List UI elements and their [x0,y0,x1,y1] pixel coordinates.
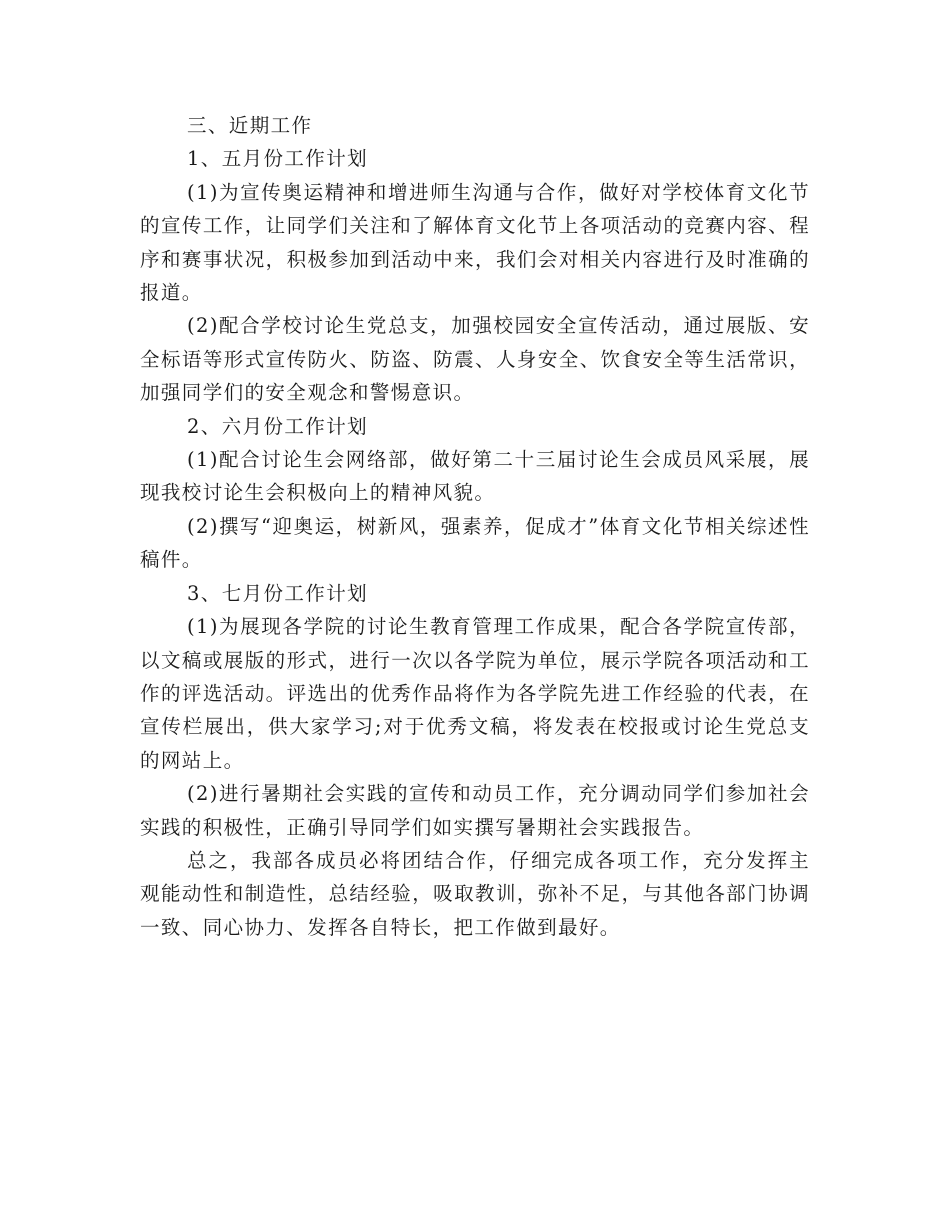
paragraph-june-item-1: (1)配合讨论生会网络部，做好第二十三届讨论生会成员风采展，展现我校讨论生会积极向上的精神风貌。 [140,448,810,505]
paragraph-may-item-1: (1)为宣传奥运精神和增进师生沟通与合作，做好对学校体育文化节的宣传工作，让同学们关注和了解体育文化节上各项活动的竞赛内容、程序和赛事状况，积极参加到活动中来，我们会对相关内容进行及时准确的报道。 [140,180,810,305]
paragraph-july-item-2: (2)进行暑期社会实践的宣传和动员工作，充分调动同学们参加社会实践的积极性，正确引导同学们如实撰写暑期社会实践报告。 [140,782,810,839]
subsection-heading-june: 2、六月份工作计划 [187,414,369,438]
subsection-heading-may: 1、五月份工作计划 [187,147,369,171]
paragraph-conclusion: 总之，我部各成员必将团结合作，仔细完成各项工作，充分发挥主观能动性和制造性，总结经验，吸取教训，弥补不足，与其他各部门协调一致、同心协力、发挥各自特长，把工作做到最好。 [140,848,810,939]
paragraph-july-item-1: (1)为展现各学院的讨论生教育管理工作成果，配合各学院宣传部，以文稿或展版的形式，进行一次以各学院为单位，展示学院各项活动和工作的评选活动。评选出的优秀作品将作为各学院先进工作经验的代表，在宣传栏展出，供大家学习;对于优秀文稿，将发表在校报或讨论生党总支的网站上。 [140,615,810,772]
section-heading: 三、近期工作 [187,114,313,137]
document-body [140,109,810,944]
paragraph-june-item-2: (2)撰写“迎奥运，树新风，强素养，促成才”体育文化节相关综述性稿件。 [140,514,810,572]
paragraph-may-item-2: (2)配合学校讨论生党总支，加强校园安全宣传活动，通过展版、安全标语等形式宣传防火、防盗、防震、人身安全、饮食安全等生活常识，加强同学们的安全观念和警惕意识。 [140,314,810,405]
subsection-heading-july: 3、七月份工作计划 [187,581,369,605]
